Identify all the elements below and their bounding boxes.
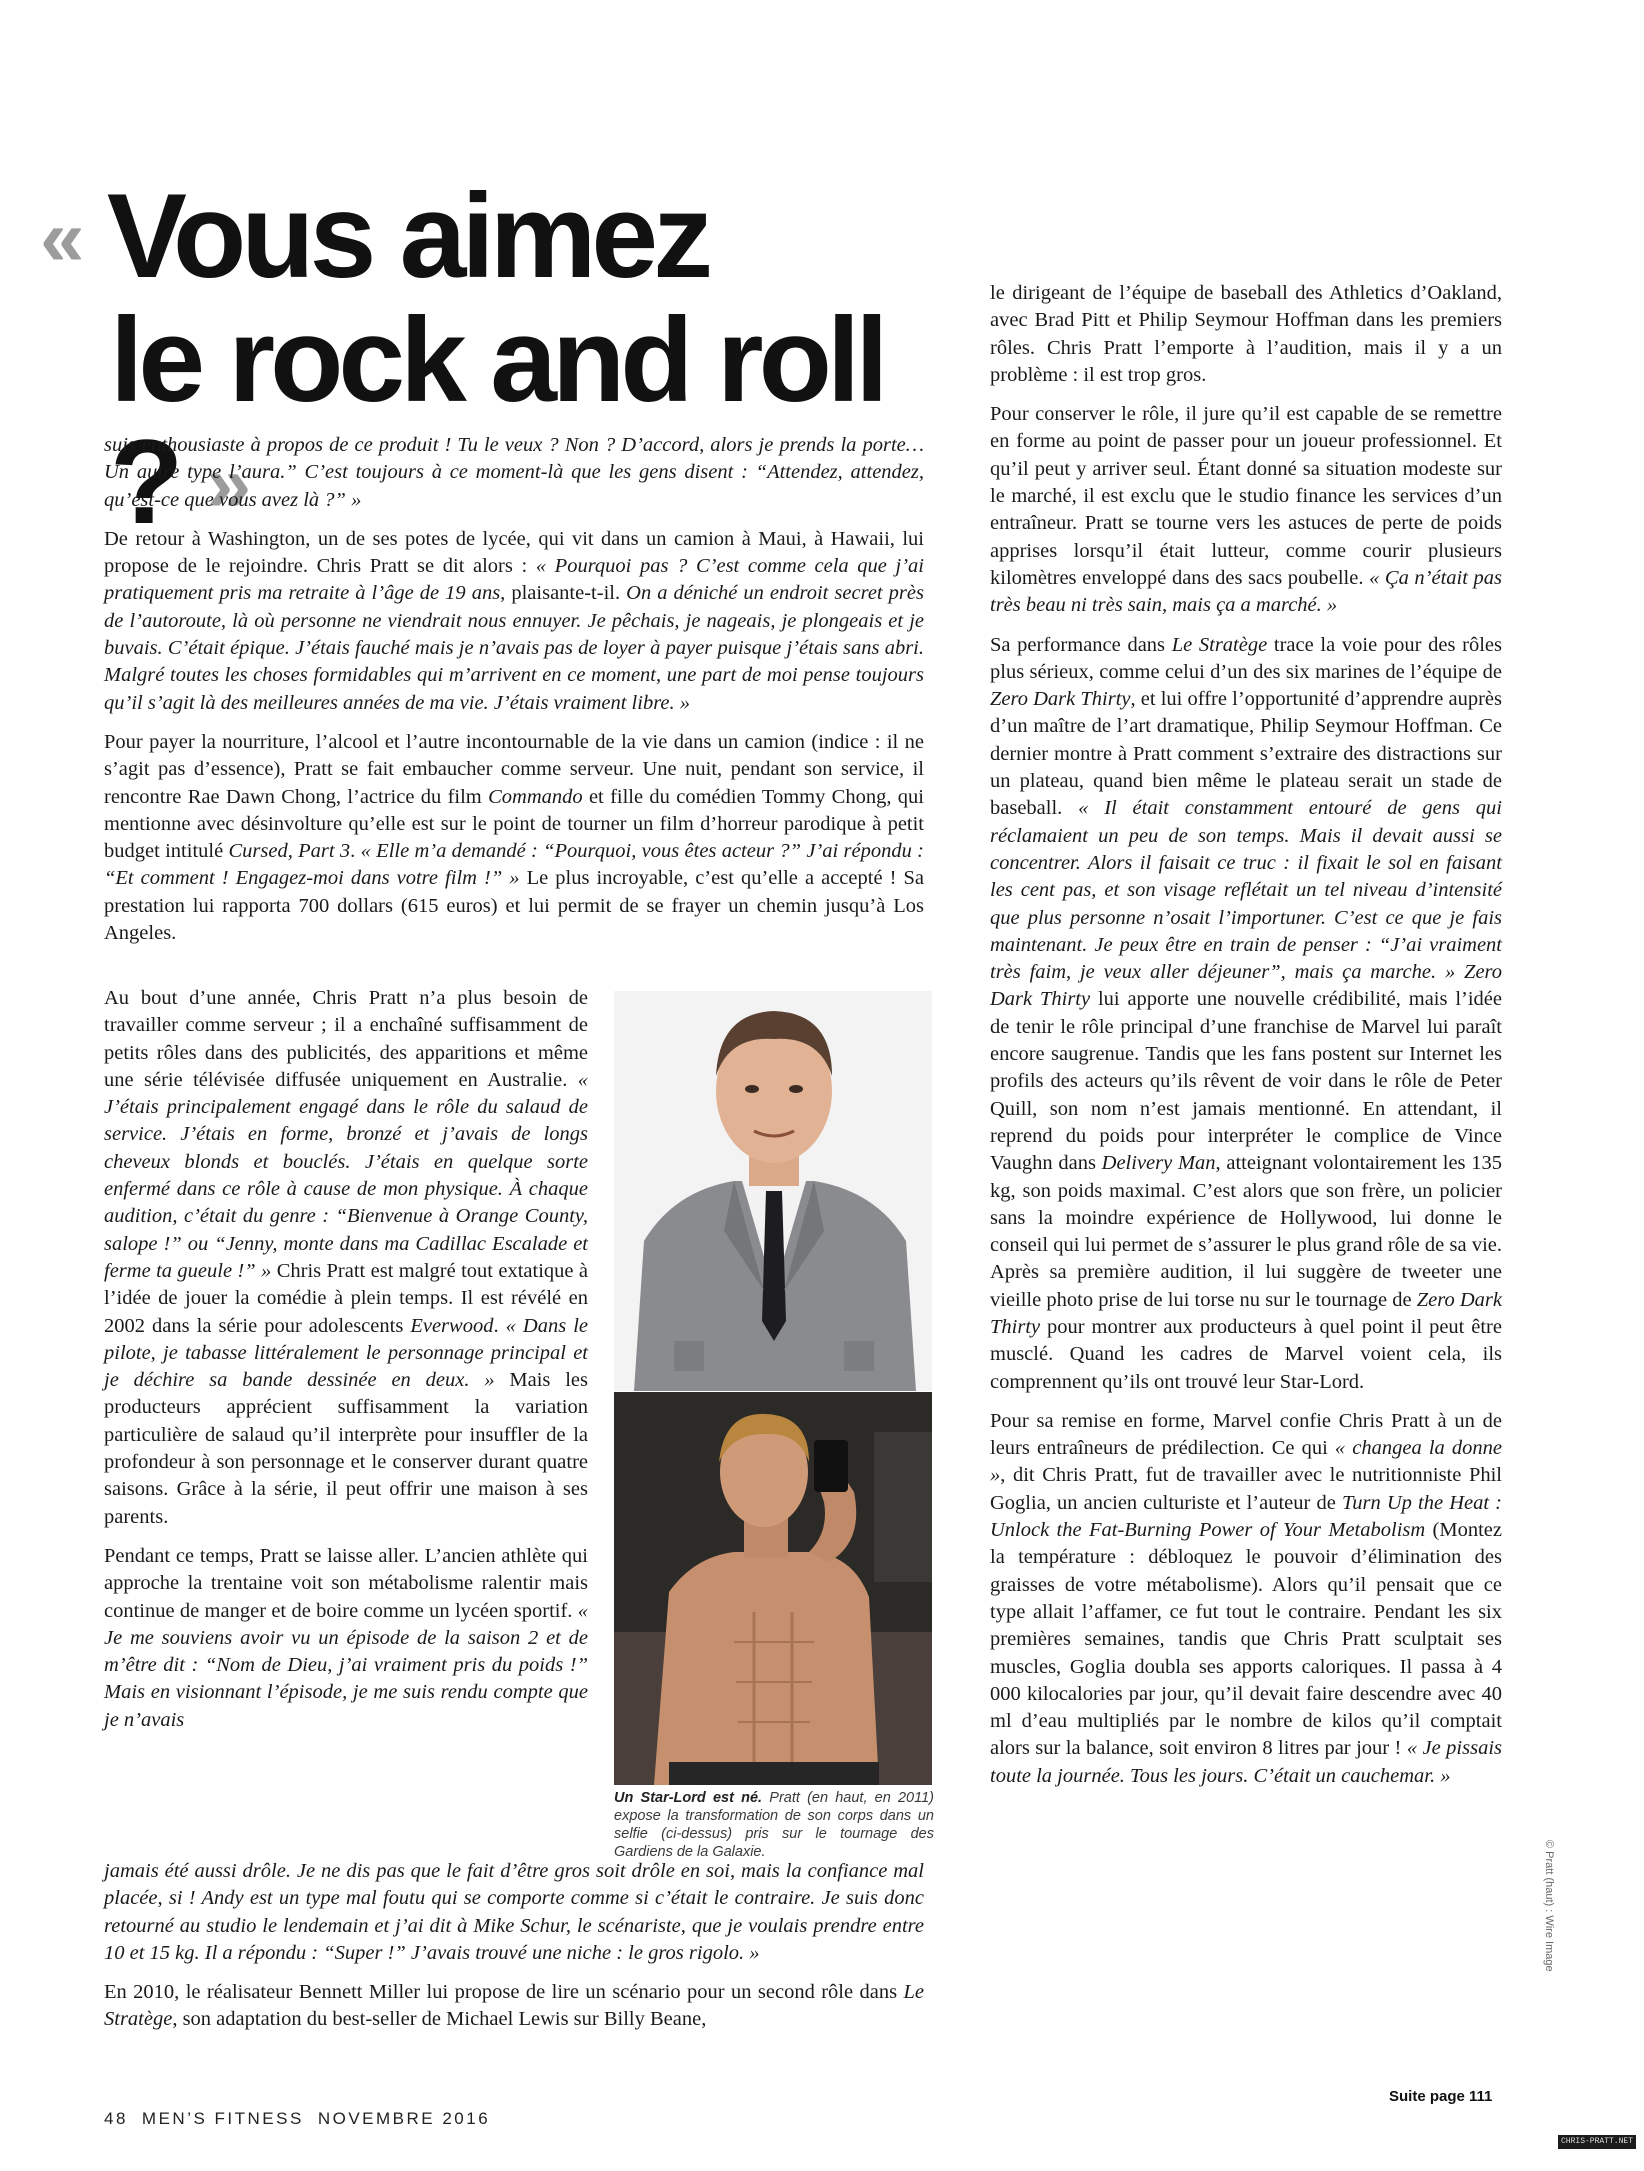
italic-run: Commando [488,785,583,808]
text-run: , son adaptation du best-seller de Michael Lewis sur Billy Beane, [172,2008,707,2031]
paragraph [990,401,1502,619]
text-run: et fille du comédien Tommy Chong, qui mentionne avec désinvolture qu’elle est sur le point de tourner un film d’horreur parodique à petit budget intitulé [104,785,924,863]
text-run: plaisante-t-il. [505,582,627,605]
text-run: Pour sa remise en forme, Marvel confie Chris Pratt à un de leurs entraîneurs de prédilection. Ce qui [990,1409,1502,1460]
italic-run: « Je pissais toute la journée. Tous les jours. C’était un cauchemar. » [990,1737,1502,1787]
text-run: . [350,840,361,863]
text-run: Le plus incroyable, c’est qu’elle a accepté ! Sa prestation lui rapporta 700 dollars (615 euros) et lui permit de se frayer un chemin jusqu’à Los Angeles. [104,867,924,945]
paragraph [990,280,1502,389]
headline-line-2: le rock and roll ? [110,293,884,549]
text-run: (Montez la température : débloquez le pouvoir d’élimination des graisses de votre métabolisme). Alors qu’il pensait que ce type allait l’affamer, ce fut tout le contraire. Pendant les six premières semaines, tandis que Chris Pratt sculptait ses muscles, Goglia doubla ses apports caloriques. Il passa à 4 000 kilocalories par jour, qu’il devait faire descendre avec 40 ml d’eau multipliés par le nombre de kilos qu’il comptait alors sur la balance, soit environ 8 litres par jour ! [990,1519,1502,1760]
page-footer [104,2109,504,2129]
paragraph [104,1858,924,1967]
body-column-wide [104,432,924,959]
paragraph [104,526,924,717]
photo-caption [614,1789,934,1861]
text-run: , dit Chris Pratt, fut de travailler avec le nutritionniste Phil Goglia, un ancien culturiste et l’auteur de [990,1464,1502,1514]
text-run: lui apporte une nouvelle crédibilité, mais l’idée de tenir le rôle principal d’une franchise de Marvel lui paraît encore saugrenue. Tandis que les fans postent sur Internet les profils des acteurs qu’ils rêvent de voir dans le rôle de Peter Quill, son nom n’est jamais mentionné. En attendant, il reprend du poids pour interpréter le complice de Vince Vaughn dans [990,988,1502,1175]
italic-run: « Je me souviens avoir vu un épisode de la saison 2 et de m’être dit : “Nom de Dieu, j’ai vraiment pris du poids !” Mais en visionnant l’épisode, je me suis rendu compte que je n’avais [104,1599,588,1731]
close-quote: » [206,439,246,528]
text-run: le dirigeant de l’équipe de baseball des Athletics d’Oakland, avec Brad Pitt et Philip Seymour Hoffman dans les premiers rôles. Chris Pratt l’emporte à l’audition, mais il y a un problème : il est trop gros. [990,282,1502,386]
open-quote: « [40,193,79,282]
italic-run: « Elle m’a demandé : “Pourquoi, vous êtes acteur ?” J’ai répondu : “Et comment ! Engagez-moi dans votre film !” » [104,840,924,890]
issue-date: NOVEMBRE 2016 [317,2109,491,2128]
italic-run: Delivery Man [1101,1152,1216,1175]
italic-run: Cursed, Part 3 [228,840,351,863]
italic-run: « Pourquoi pas ? C’est comme cela que j’ai pratiquement pris ma retraite à l’âge de 19 ans, [104,555,925,605]
caption-title: Un Star-Lord est né. [614,1790,763,1806]
paragraph [990,1408,1502,1790]
text-run: Pour payer la nourriture, l’alcool et l’autre incontournable de la vie dans un camion (indice : il ne s’agit pas d’essence), Pratt se fait embaucher comme serveur. Une nuit, pendant son service, il rencontre Rae Dawn Chong, l’actrice du film [104,730,924,808]
paragraph [990,632,1502,1396]
text-run: , et lui offre l’opportunité d’apprendre auprès d’un maître de l’art dramatique, Philip Seymour Hoffman. Ce dernier montre à Pratt comment s’extraire des distractions sur un plateau, quand bien même le plateau serait un stade de baseball. [990,688,1502,820]
italic-run: Zero Dark Thirty [990,1288,1503,1338]
italic-run: Zero Dark Thirty [990,688,1131,711]
italic-run: Turn Up the Heat : Unlock the Fat-Burning Power of Your Metabolism [990,1491,1502,1542]
italic-run: Zero Dark Thirty [990,961,1503,1011]
photo-shirtless-selfie [614,1392,932,1785]
text-run: Pendant ce temps, Pratt se laisse aller. L’ancien athlète qui approche la trentaine voit son métabolisme ralentir mais continue de manger et de boire comme un lycéen sportif. [104,1544,588,1622]
text-run [1455,961,1464,983]
italic-run: suis enthousiaste à propos de ce produit ! Tu le veux ? Non ? D’accord, alors je prends la porte… Un autre type l’aura.” C’est toujours à ce moment-là que les gens disent : “Attendez, attendez, qu’est-ce que vous avez là ?” » [104,434,924,511]
text-run: Mais les producteurs apprécient suffisamment la variation particulière de salaud qu’il interprète pour insuffler de la profondeur à son personnage et le conserver durant quatre saisons. Grâce à la série, il peut offrir une maison à ses parents. [104,1369,588,1528]
body-column-left [104,985,588,1746]
text-run: De retour à Washington, un de ses potes de lycée, qui vit dans un camion à Maui, à Hawaii, lui propose de le rejoindre. Chris Pratt se dit alors : [104,527,924,578]
watermark: CHRIS-PRATT.NET [1558,2135,1636,2149]
caption-text: Pratt (en haut, en 2011) expose la transformation de son corps dans un selfie (ci-dessus) pris sur le tournage des Gardiens de la Galaxie. [614,1790,935,1860]
headline-line-1: Vous aimez [106,169,709,303]
text-run: En 2010, le réalisateur Bennett Miller lui propose de lire un scénario pour un second rôle dans [104,1981,904,2004]
italic-run: « Il était constamment entouré de gens qui réclamaient un peu de son temps. Mais il devait aussi se concentrer. Alors il faisait ce truc : il fixait le sol en faisant les cent pas, et son visage reflétait un tel niveau d’intensité que plus personne n’osait l’importuner. C’est ce que je fais maintenant. Je peux être en train de penser : “J’ai vraiment très faim, je veux aller déjeuner”, mais ça marche. » [990,797,1502,984]
paragraph [104,1543,588,1734]
body-column-bottom [104,1858,924,2046]
paragraph [104,432,924,514]
italic-run: « Ça n’était pas très beau ni très sain, mais ça a marché. » [990,566,1502,617]
italic-run: Everwood [410,1314,494,1337]
page-number: 48 [104,2109,128,2128]
continued-on-page: Suite page 111 [1389,2088,1493,2105]
photo-portrait-suit [614,991,932,1391]
body-column-right [990,280,1502,1802]
italic-run: On a déniché un endroit secret près de l’autoroute, là où personne ne viendrait nous ennuyer. Je pêchais, je nageais, je plongeais et je buvais. C’était épique. J’étais fauché mais je n’avais pas de loyer à payer puisque j’étais sans abri. Malgré toutes les choses formidables qui m’arrivent en ce moment, une part de moi pense toujours qu’il s’agit là des meilleures années de ma vie. J’étais vraiment libre. » [104,582,924,714]
italic-run: Le Stratège [1171,633,1268,656]
italic-run: jamais été aussi drôle. Je ne dis pas que le fait d’être gros soit drôle en soi, mais la confiance mal placée, si ! Andy est un type mal foutu qui se comporte comme si c’était le contraire. Je suis donc retourné au studio le lendemain et j’ai dit à Mike Schur, le scénariste, que je voulais prendre entre 10 et 15 kg. Il a répondu : “Super !” J’avais trouvé une niche : le gros rigolo. » [104,1860,924,1964]
text-run: pour montrer aux producteurs à quel point il peut être musclé. Quand les cadres de Marvel voient cela, ils comprennent qu’ils ont trouvé leur Star-Lord. [990,1315,1502,1393]
paragraph [104,1979,924,2034]
italic-run: « changea la donne » [990,1437,1502,1487]
text-run: , atteignant volontairement les 135 kg, son poids maximal. C’est alors que son frère, un policier sans la moindre expérience de Hollywood, lui donne le conseil qui lui permet de s’assurer le plus grand rôle de sa vie. Après sa première audition, il lui suggère de tweeter une vieille photo prise de lui torse nu sur le tournage de [990,1152,1502,1311]
text-run: Sa performance dans [990,633,1172,656]
magazine-name: MEN’S FITNESS [141,2109,304,2128]
text-run: trace la voie pour des rôles plus sérieux, comme celui d’un des six marines de l’équipe de [990,633,1502,683]
text-run: Au bout d’une année, Chris Pratt n’a plus besoin de travailler comme serveur ; il a enchaîné suffisamment de petits rôles dans des publicités, des apparitions et même une série télévisée diffusée uniquement en Australie. [104,987,588,1091]
text-run: Chris Pratt est malgré tout extatique à l’idée de jouer la comédie à plein temps. Il est révélé en 2002 dans la série pour adolescents [104,1259,588,1337]
paragraph [104,729,924,947]
paragraph [104,985,588,1531]
photo-credit: © Pratt (haut) : Wire Image [1543,1840,1555,1972]
text-run: . [493,1314,506,1337]
italic-run: « Dans le pilote, je tabasse littéralement le personnage principal et je déchire sa bande dessinée en deux. » [104,1314,588,1392]
text-run: Pour conserver le rôle, il jure qu’il est capable de se remettre en forme au point de passer pour un joueur professionnel. Et qu’il peut y arriver seul. Étant donné sa situation modeste sur le marché, il est exclu que le studio finance les services d’un entraîneur. Pratt se tourne vers les astuces de perte de poids apprises lorsqu’il était lutteur, comme courir plusieurs kilomètres enveloppé dans des sacs poubelle. [990,403,1502,589]
italic-run: Le Stratège [104,1981,924,2031]
italic-run: « J’étais principalement engagé dans le rôle du salaud de service. J’étais en forme, bronzé et j’avais de longs cheveux blonds et bouclés. J’étais en quelque sorte enfermé dans ce rôle à cause de mon physique. À chaque audition, c’était du genre : “Bienvenue à Orange County, salope !” ou “Jenny, monte dans ma Cadillac Escalade et ferme ta gueule !” » [104,1068,588,1282]
